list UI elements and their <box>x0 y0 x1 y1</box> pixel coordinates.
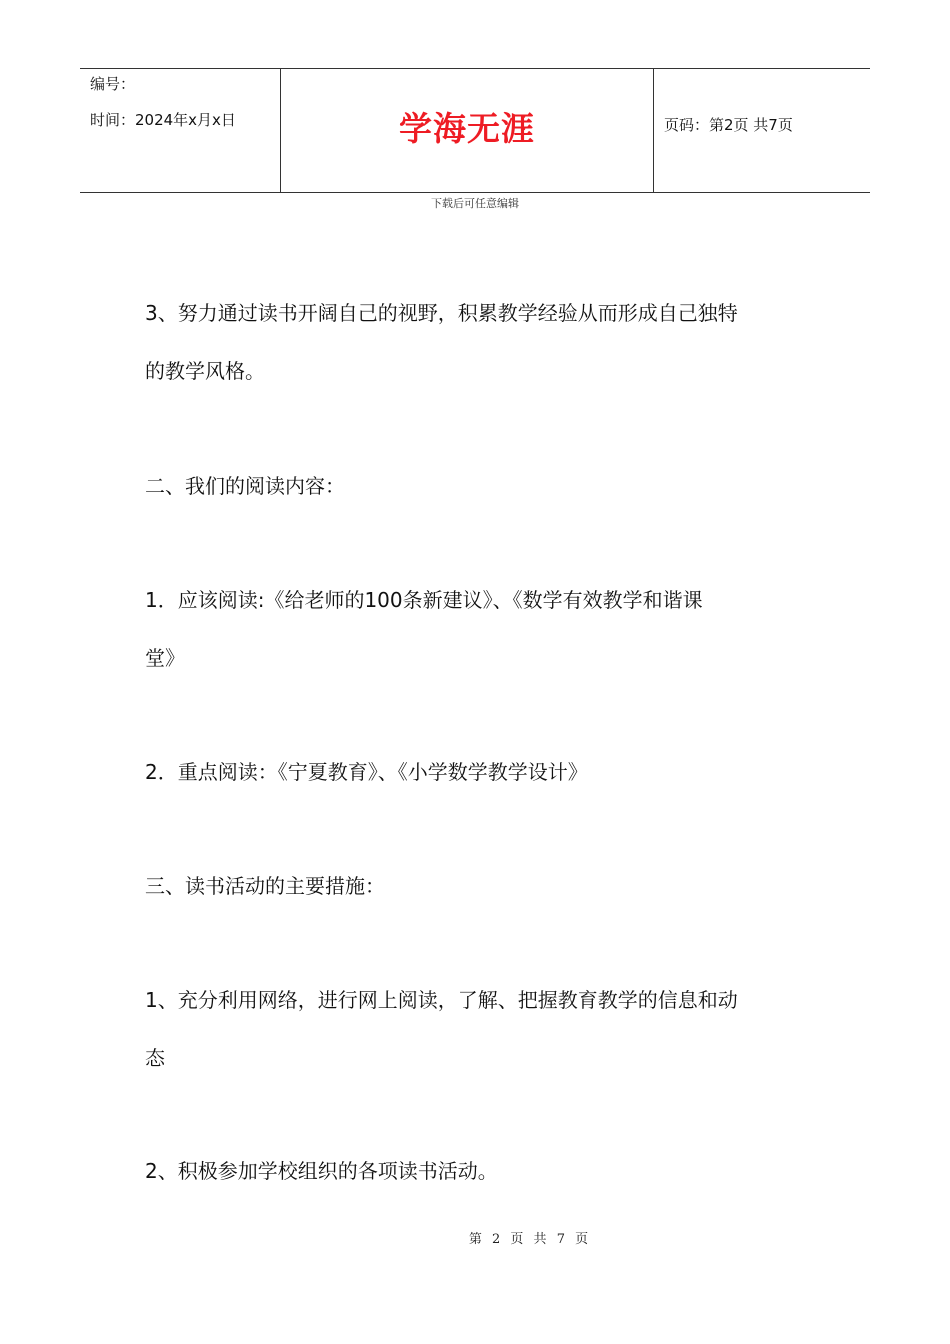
paragraph-line: 2．重点阅读：《宁夏教育》、《小学数学教学设计》 <box>145 760 588 784</box>
page-indicator: 页码：第2页 共7页 <box>664 116 793 134</box>
document-number-label: 编号： <box>90 75 136 93</box>
paragraph-line: 堂》 <box>145 646 185 670</box>
header-right-cell <box>654 69 870 192</box>
brand-title: 学海无涯 <box>399 109 535 148</box>
document-date-label: 时间：2024年x月x日 <box>90 111 236 129</box>
paragraph-line: 1．应该阅读:《给老师的100条新建议》、《数学有效教学和谐课 <box>145 588 703 612</box>
paragraph-line: 态 <box>145 1046 165 1070</box>
header-left-cell <box>80 69 281 192</box>
paragraph-line: 2、积极参加学校组织的各项读书活动。 <box>145 1159 498 1183</box>
edit-note: 下载后可任意编辑 <box>431 197 519 210</box>
section-heading: 三、读书活动的主要措施： <box>145 874 385 898</box>
page-footer: 第 2 页 共 7 页 <box>468 1232 592 1247</box>
paragraph-line: 3、努力通过读书开阔自己的视野，积累教学经验从而形成自己独特 <box>145 301 738 325</box>
header-table <box>80 68 870 193</box>
paragraph-line: 1、充分利用网络，进行网上阅读，了解、把握教育教学的信息和动 <box>145 988 738 1012</box>
section-heading: 二、我们的阅读内容： <box>145 474 345 498</box>
paragraph-line: 的教学风格。 <box>145 359 265 383</box>
header-middle-cell <box>281 69 654 192</box>
